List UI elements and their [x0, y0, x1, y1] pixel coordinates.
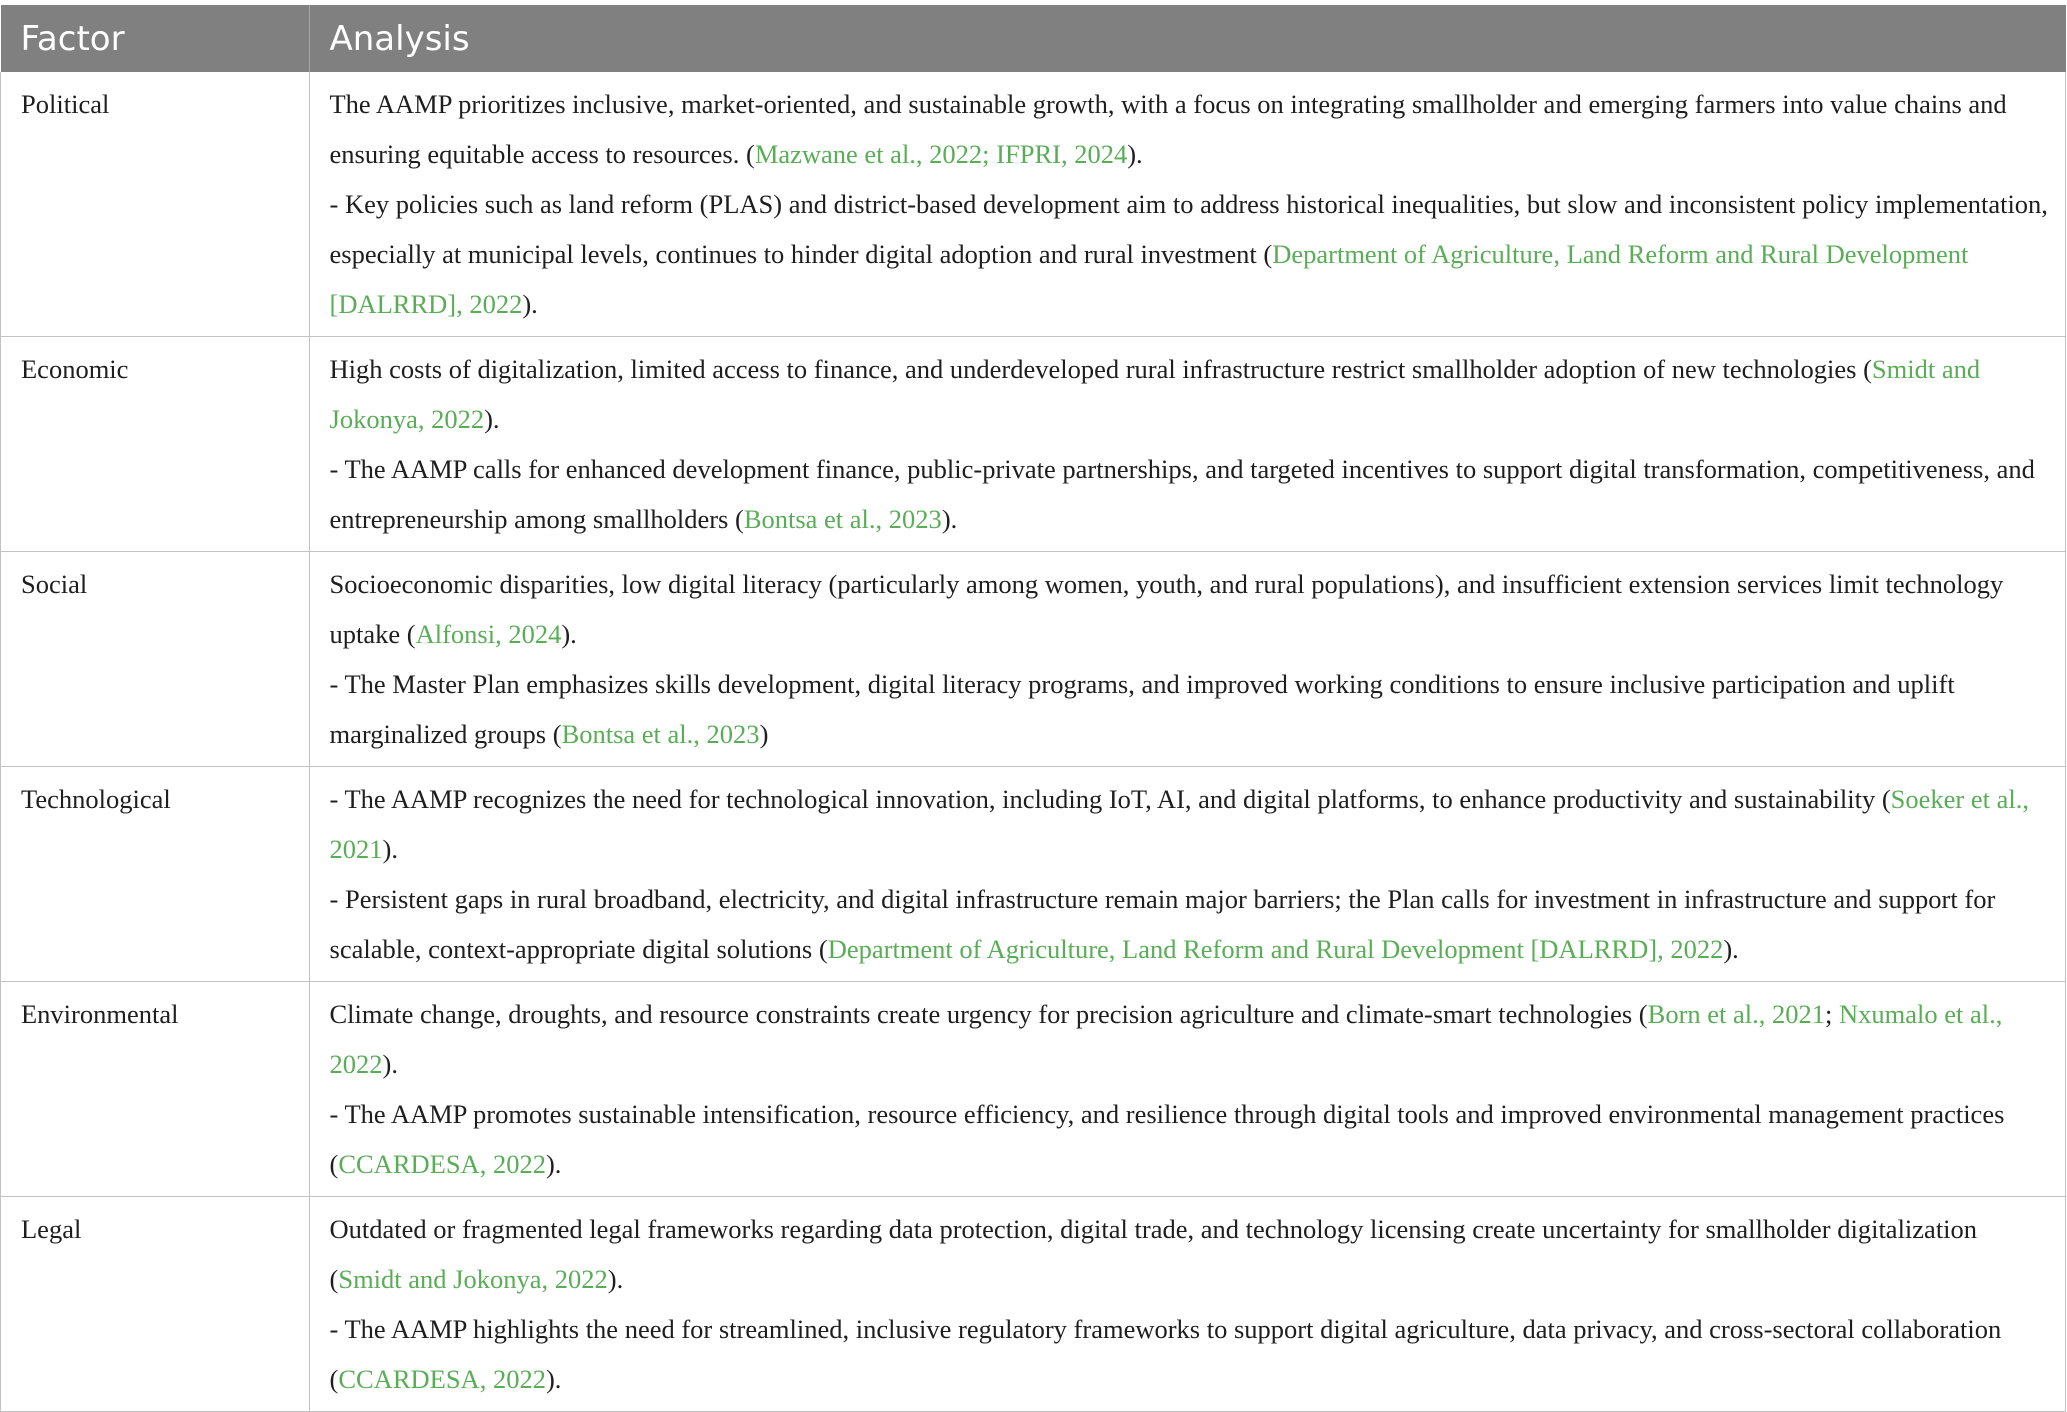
analysis-text: ) — [759, 719, 769, 749]
factor-cell: Environmental — [1, 982, 310, 1197]
analysis-paragraph — [330, 874, 2052, 974]
table-body — [1, 72, 2066, 1412]
factor-cell: Economic — [1, 337, 310, 552]
analysis-paragraph — [330, 344, 2052, 444]
analysis-paragraph — [330, 659, 2052, 759]
citation-link[interactable]: Mazwane et al., 2022; IFPRI, 2024 — [754, 139, 1128, 169]
analysis-text: High costs of digitalization, limited access to finance, and underdeveloped rural infrastructure restrict smallholder adoption of new technologies ( — [329, 354, 1872, 384]
analysis-text: ). — [561, 619, 577, 649]
analysis-paragraph — [330, 559, 2052, 659]
analysis-text: ). — [382, 834, 398, 864]
analysis-paragraph — [330, 179, 2052, 329]
analysis-text: ). — [545, 1149, 562, 1179]
analysis-cell — [309, 1197, 2066, 1412]
header-analysis: Analysis — [309, 5, 2066, 72]
citation-link[interactable]: Soeker et al., 2021 — [329, 784, 2030, 864]
table-row — [1, 337, 2066, 552]
analysis-text: ). — [941, 504, 958, 534]
analysis-paragraph — [330, 989, 2052, 1089]
analysis-text: - The AAMP promotes sustainable intensification, resource efficiency, and resilience through digital tools and improved environmental management practices ( — [329, 1099, 2005, 1179]
analysis-cell — [309, 337, 2066, 552]
citation-link[interactable]: Smidt and Jokonya, 2022 — [329, 354, 1981, 434]
header-row — [1, 5, 2066, 72]
analysis-text: ). — [1723, 934, 1739, 964]
analysis-text: - The Master Plan emphasizes skills development, digital literacy programs, and improved working conditions to ensure inclusive participation and uplift marginalized groups ( — [329, 669, 1955, 749]
analysis-cell — [309, 72, 2066, 337]
factor-cell: Technological — [1, 767, 310, 982]
table-row — [1, 767, 2066, 982]
table-row — [1, 982, 2066, 1197]
citation-link[interactable]: Bontsa et al., 2023 — [743, 504, 942, 534]
analysis-text: Socioeconomic disparities, low digital literacy (particularly among women, youth, and rural populations), and insufficient extension services limit technology uptake ( — [329, 569, 2004, 649]
analysis-text: Outdated or fragmented legal frameworks regarding data protection, digital trade, and technology licensing create uncertainty for smallholder digitalization ( — [329, 1214, 1978, 1294]
table-row — [1, 552, 2066, 767]
analysis-text: ). — [607, 1264, 624, 1294]
analysis-text: - The AAMP calls for enhanced development finance, public-private partnerships, and targeted incentives to support digital transformation, competitiveness, and entrepreneurship among smallholders ( — [329, 454, 2035, 534]
header-factor: Factor — [1, 5, 310, 72]
pestel-table — [0, 5, 2066, 1412]
analysis-text: ). — [382, 1049, 398, 1079]
citation-link[interactable]: Bontsa et al., 2023 — [561, 719, 760, 749]
table-row — [1, 72, 2066, 337]
table-header — [1, 5, 2066, 72]
analysis-text: ). — [1127, 139, 1143, 169]
analysis-paragraph — [330, 444, 2052, 544]
analysis-paragraph — [330, 1204, 2052, 1304]
citation-link[interactable]: Department of Agriculture, Land Reform and Rural Development [DALRRD], 2022 — [329, 239, 1969, 319]
citation-link[interactable]: Smidt and Jokonya, 2022 — [338, 1264, 608, 1294]
citation-link[interactable]: Department of Agriculture, Land Reform and Rural Development [DALRRD], 2022 — [827, 934, 1724, 964]
citation-link[interactable]: Nxumalo et al., 2022 — [329, 999, 2003, 1079]
analysis-text: ; — [1825, 999, 1840, 1029]
analysis-paragraph — [330, 1089, 2052, 1189]
analysis-text: ). — [545, 1364, 562, 1394]
factor-cell: Political — [1, 72, 310, 337]
analysis-cell — [309, 982, 2066, 1197]
analysis-text: - Key policies such as land reform (PLAS) and district-based development aim to address historical inequalities, but slow and inconsistent policy implementation, especially at municipal levels, continues to hinder digital adoption and rural investment ( — [329, 189, 2048, 269]
factor-cell: Legal — [1, 1197, 310, 1412]
analysis-paragraph — [330, 79, 2052, 179]
analysis-text: - The AAMP highlights the need for streamlined, inclusive regulatory frameworks to support digital agriculture, data privacy, and cross-sectoral collaboration ( — [329, 1314, 2002, 1394]
analysis-text: ). — [522, 289, 538, 319]
citation-link[interactable]: Alfonsi, 2024 — [415, 619, 562, 649]
analysis-text: - Persistent gaps in rural broadband, electricity, and digital infrastructure remain major barriers; the Plan calls for investment in infrastructure and support for scalable, context-appropriate digital solutions ( — [329, 884, 1996, 964]
analysis-cell — [309, 767, 2066, 982]
analysis-text: - The AAMP recognizes the need for technological innovation, including IoT, AI, and digital platforms, to enhance productivity and sustainability ( — [329, 784, 1891, 814]
analysis-text: Climate change, droughts, and resource constraints create urgency for precision agriculture and climate-smart technologies ( — [329, 999, 1648, 1029]
analysis-text: ). — [484, 404, 500, 434]
table-row — [1, 1197, 2066, 1412]
factor-cell: Social — [1, 552, 310, 767]
analysis-text: The AAMP prioritizes inclusive, market-oriented, and sustainable growth, with a focus on integrating smallholder and emerging farmers into value chains and ensuring equitable access to resources. ( — [329, 89, 2007, 169]
citation-link[interactable]: Born et al., 2021 — [1647, 999, 1826, 1029]
citation-link[interactable]: CCARDESA, 2022 — [338, 1149, 546, 1179]
analysis-cell — [309, 552, 2066, 767]
analysis-paragraph — [330, 774, 2052, 874]
citation-link[interactable]: CCARDESA, 2022 — [338, 1364, 546, 1394]
analysis-paragraph — [330, 1304, 2052, 1404]
